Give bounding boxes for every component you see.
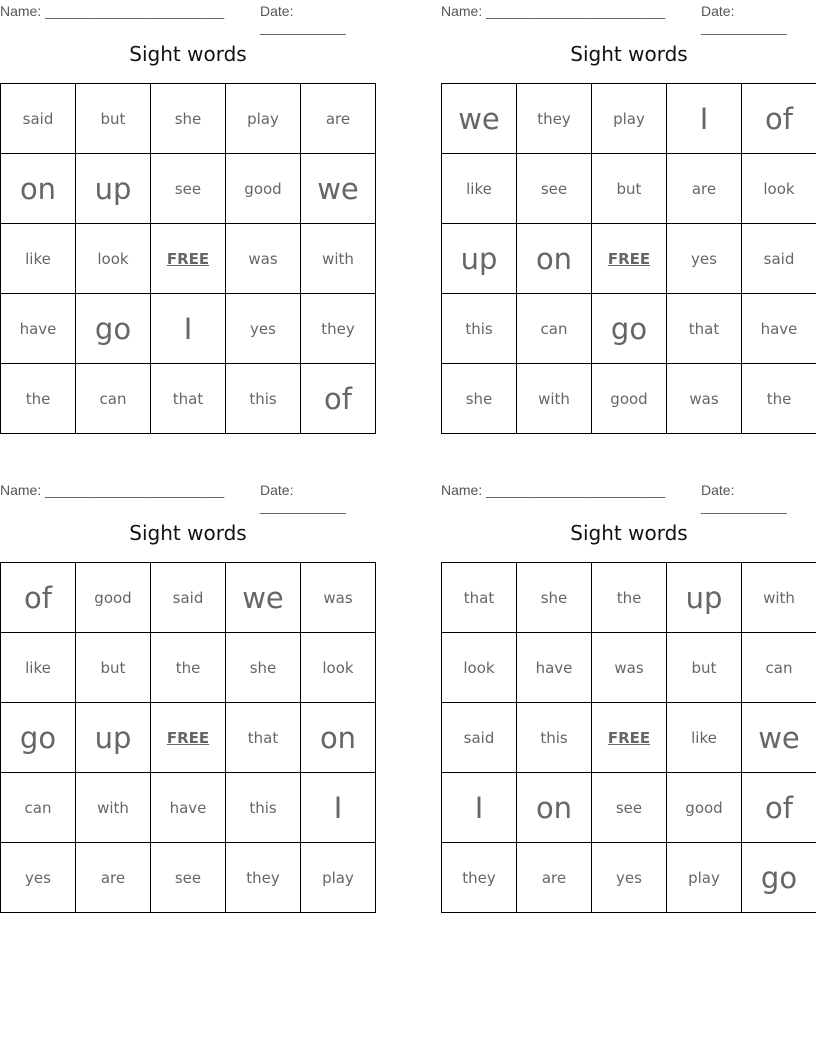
word-cell: like bbox=[1, 224, 76, 294]
word-cell: like bbox=[1, 633, 76, 703]
word-cell: was bbox=[301, 563, 376, 633]
word-cell: play bbox=[226, 84, 301, 154]
word-cell: on bbox=[517, 224, 592, 294]
word-cell: we bbox=[226, 563, 301, 633]
card-title: Sight words bbox=[129, 521, 247, 545]
card-title: Sight words bbox=[570, 521, 688, 545]
word-cell: was bbox=[226, 224, 301, 294]
word-cell: good bbox=[592, 364, 667, 434]
word-cell: but bbox=[76, 84, 151, 154]
word-cell: that bbox=[151, 364, 226, 434]
word-cell: can bbox=[1, 773, 76, 843]
word-cell: of bbox=[742, 773, 816, 843]
word-cell: on bbox=[301, 703, 376, 773]
word-cell: have bbox=[151, 773, 226, 843]
word-cell: she bbox=[442, 364, 517, 434]
word-cell: they bbox=[301, 294, 376, 364]
word-cell: was bbox=[667, 364, 742, 434]
word-cell: I bbox=[442, 773, 517, 843]
word-cell: like bbox=[442, 154, 517, 224]
card-title: Sight words bbox=[129, 42, 247, 66]
word-cell: of bbox=[742, 84, 816, 154]
bingo-grid bbox=[441, 562, 816, 913]
word-cell: yes bbox=[1, 843, 76, 913]
word-cell: with bbox=[517, 364, 592, 434]
word-cell: look bbox=[742, 154, 816, 224]
word-cell: look bbox=[76, 224, 151, 294]
word-cell: go bbox=[742, 843, 816, 913]
word-cell: the bbox=[742, 364, 816, 434]
word-cell: can bbox=[517, 294, 592, 364]
word-cell: good bbox=[76, 563, 151, 633]
word-cell: play bbox=[667, 843, 742, 913]
word-cell: see bbox=[517, 154, 592, 224]
word-cell: said bbox=[1, 84, 76, 154]
word-cell: up bbox=[76, 703, 151, 773]
word-cell: play bbox=[301, 843, 376, 913]
word-cell: have bbox=[1, 294, 76, 364]
word-cell: are bbox=[301, 84, 376, 154]
word-cell: of bbox=[1, 563, 76, 633]
word-cell: the bbox=[151, 633, 226, 703]
word-cell: with bbox=[76, 773, 151, 843]
word-cell: she bbox=[226, 633, 301, 703]
word-cell: the bbox=[592, 563, 667, 633]
word-cell: yes bbox=[667, 224, 742, 294]
word-cell: like bbox=[667, 703, 742, 773]
word-cell: said bbox=[742, 224, 816, 294]
word-cell: can bbox=[742, 633, 816, 703]
word-cell: can bbox=[76, 364, 151, 434]
word-cell: she bbox=[151, 84, 226, 154]
date-field[interactable]: Date: ___________ bbox=[260, 3, 346, 35]
word-cell: was bbox=[592, 633, 667, 703]
word-cell: see bbox=[151, 154, 226, 224]
free-space-cell: FREE bbox=[151, 703, 226, 773]
card-title: Sight words bbox=[570, 42, 688, 66]
word-cell: this bbox=[226, 773, 301, 843]
word-cell: we bbox=[442, 84, 517, 154]
word-cell: we bbox=[301, 154, 376, 224]
word-cell: look bbox=[442, 633, 517, 703]
word-cell: that bbox=[442, 563, 517, 633]
word-cell: go bbox=[1, 703, 76, 773]
word-cell: up bbox=[76, 154, 151, 224]
word-cell: they bbox=[442, 843, 517, 913]
date-field[interactable]: Date: ___________ bbox=[701, 482, 787, 514]
word-cell: see bbox=[592, 773, 667, 843]
word-cell: she bbox=[517, 563, 592, 633]
word-cell: look bbox=[301, 633, 376, 703]
name-field[interactable]: Name: _______________________ bbox=[0, 482, 225, 498]
name-field[interactable]: Name: _______________________ bbox=[441, 3, 666, 19]
word-cell: play bbox=[592, 84, 667, 154]
word-cell: this bbox=[226, 364, 301, 434]
word-cell: yes bbox=[592, 843, 667, 913]
word-cell: up bbox=[442, 224, 517, 294]
word-cell: but bbox=[76, 633, 151, 703]
date-field[interactable]: Date: ___________ bbox=[260, 482, 346, 514]
word-cell: on bbox=[1, 154, 76, 224]
word-cell: good bbox=[667, 773, 742, 843]
bingo-grid bbox=[441, 83, 816, 434]
name-field[interactable]: Name: _______________________ bbox=[0, 3, 225, 19]
word-cell: go bbox=[76, 294, 151, 364]
word-cell: have bbox=[742, 294, 816, 364]
bingo-grid bbox=[0, 83, 376, 434]
word-cell: I bbox=[151, 294, 226, 364]
word-cell: with bbox=[301, 224, 376, 294]
word-cell: this bbox=[517, 703, 592, 773]
word-cell: the bbox=[1, 364, 76, 434]
word-cell: that bbox=[667, 294, 742, 364]
word-cell: I bbox=[301, 773, 376, 843]
word-cell: said bbox=[151, 563, 226, 633]
word-cell: said bbox=[442, 703, 517, 773]
word-cell: of bbox=[301, 364, 376, 434]
word-cell: go bbox=[592, 294, 667, 364]
word-cell: see bbox=[151, 843, 226, 913]
word-cell: that bbox=[226, 703, 301, 773]
word-cell: they bbox=[517, 84, 592, 154]
free-space-cell: FREE bbox=[151, 224, 226, 294]
free-space-cell: FREE bbox=[592, 224, 667, 294]
bingo-grid bbox=[0, 562, 376, 913]
word-cell: they bbox=[226, 843, 301, 913]
word-cell: yes bbox=[226, 294, 301, 364]
word-cell: with bbox=[742, 563, 816, 633]
word-cell: are bbox=[517, 843, 592, 913]
word-cell: are bbox=[76, 843, 151, 913]
word-cell: good bbox=[226, 154, 301, 224]
date-field[interactable]: Date: ___________ bbox=[701, 3, 787, 35]
word-cell: but bbox=[667, 633, 742, 703]
name-field[interactable]: Name: _______________________ bbox=[441, 482, 666, 498]
word-cell: I bbox=[667, 84, 742, 154]
word-cell: on bbox=[517, 773, 592, 843]
free-space-cell: FREE bbox=[592, 703, 667, 773]
word-cell: but bbox=[592, 154, 667, 224]
word-cell: this bbox=[442, 294, 517, 364]
word-cell: are bbox=[667, 154, 742, 224]
word-cell: up bbox=[667, 563, 742, 633]
word-cell: have bbox=[517, 633, 592, 703]
word-cell: we bbox=[742, 703, 816, 773]
